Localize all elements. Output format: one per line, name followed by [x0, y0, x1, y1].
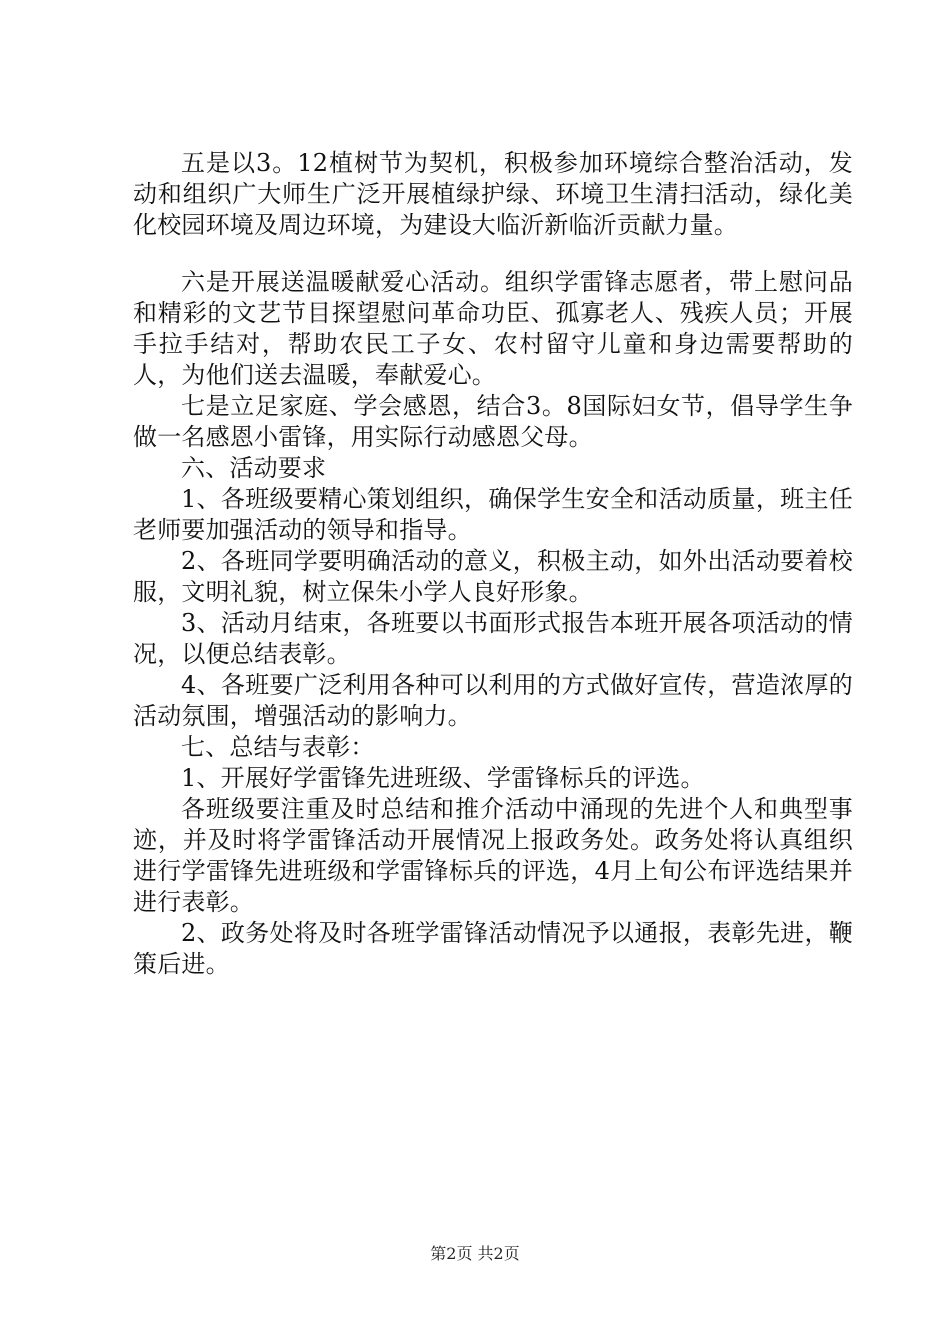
page-number-footer: 第2页 共2页	[430, 1244, 520, 1263]
requirement-item-3: 3、活动月结束，各班要以书面形式报告本班开展各项活动的情况，以便总结表彰。	[133, 609, 853, 668]
requirement-item-2: 2、各班同学要明确活动的意义，积极主动，如外出活动要着校服，文明礼貌，树立保朱小学人良好形象。	[133, 547, 853, 606]
document-body	[133, 148, 853, 980]
paragraph-tree-planting: 五是以3。12植树节为契机，积极参加环境综合整治活动，发动和组织广大师生广泛开展植绿护绿、环境卫生清扫活动，绿化美化校园环境及周边环境，为建设大临沂新临沂贡献力量。	[133, 149, 853, 239]
summary-detail-paragraph: 各班级要注重及时总结和推介活动中涌现的先进个人和典型事迹，并及时将学雷锋活动开展情况上报政务处。政务处将认真组织进行学雷锋先进班级和学雷锋标兵的评选，4月上旬公布评选结果并进行表彰。	[133, 795, 853, 916]
requirement-item-1: 1、各班级要精心策划组织，确保学生安全和活动质量，班主任老师要加强活动的领导和指导。	[133, 485, 853, 544]
summary-item-1: 1、开展好学雷锋先进班级、学雷锋标兵的评选。	[181, 764, 705, 792]
summary-item-2: 2、政务处将及时各班学雷锋活动情况予以通报，表彰先进，鞭策后进。	[133, 919, 853, 978]
paragraph-warmth-activity: 六是开展送温暖献爱心活动。组织学雷锋志愿者，带上慰问品和精彩的文艺节目探望慰问革命功臣、孤寡老人、残疾人员；开展手拉手结对，帮助农民工子女、农村留守儿童和身边需要帮助的人，为他们送去温暖，奉献爱心。	[133, 268, 853, 389]
requirement-item-4: 4、各班要广泛利用各种可以利用的方式做好宣传，营造浓厚的活动氛围，增强活动的影响力。	[133, 671, 853, 730]
section-heading-requirements: 六、活动要求	[181, 454, 327, 482]
section-heading-summary: 七、总结与表彰：	[181, 733, 375, 761]
paragraph-family-gratitude: 七是立足家庭、学会感恩，结合3。8国际妇女节，倡导学生争做一名感恩小雷锋，用实际行动感恩父母。	[133, 392, 853, 451]
